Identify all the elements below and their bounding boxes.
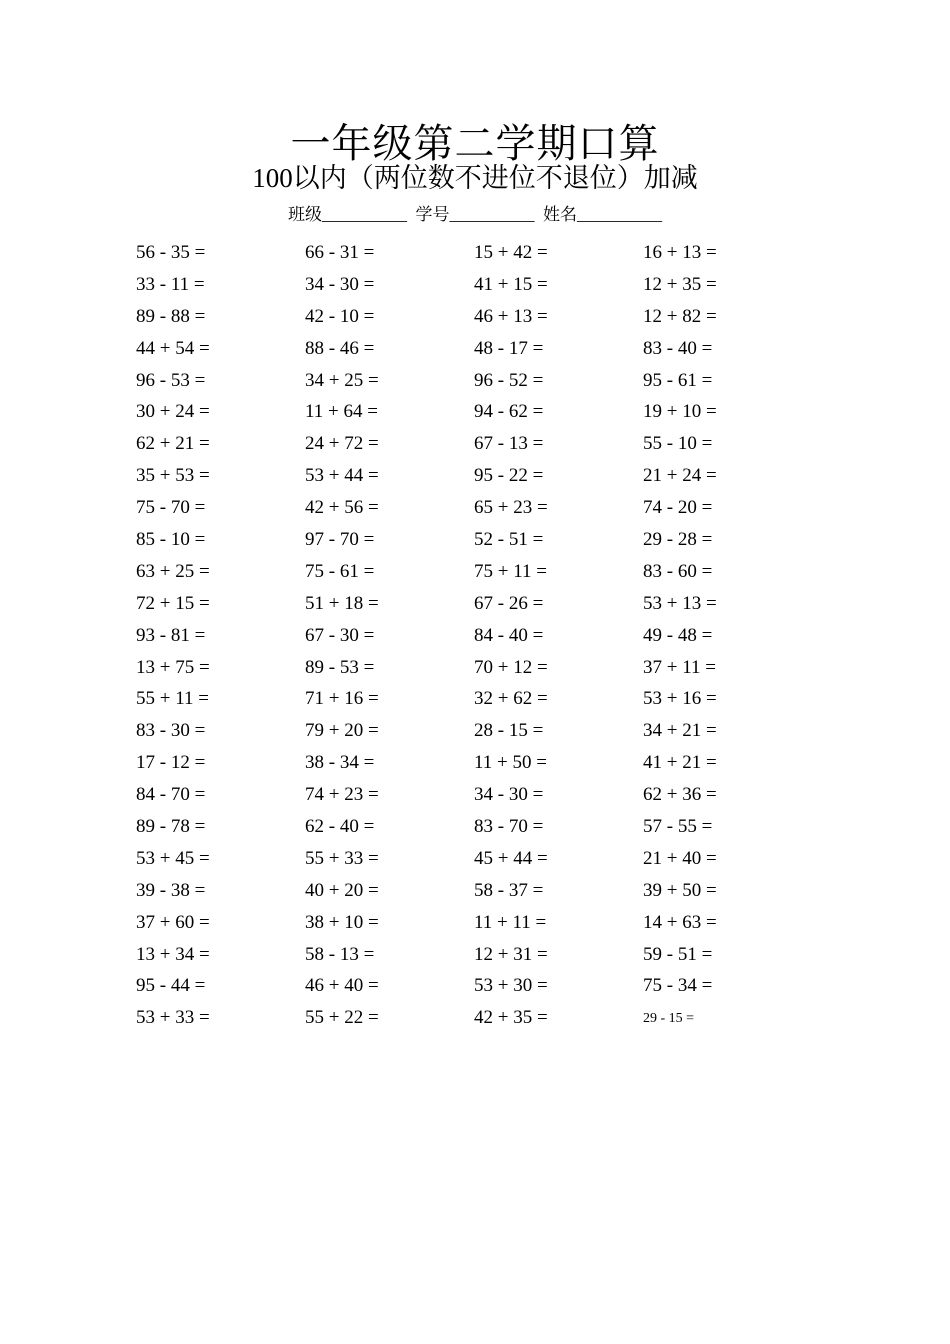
problem-row	[136, 588, 836, 620]
arithmetic-problem: 75 - 70 =	[136, 497, 206, 519]
arithmetic-problem: 12 + 35 =	[643, 273, 717, 295]
problem-grid	[136, 237, 836, 1034]
arithmetic-problem: 74 + 23 =	[305, 784, 379, 806]
problem-row	[136, 333, 836, 365]
arithmetic-problem: 42 + 56 =	[305, 497, 379, 519]
arithmetic-problem: 37 + 11 =	[643, 656, 716, 678]
arithmetic-problem: 28 - 15 =	[474, 720, 544, 742]
arithmetic-problem: 84 - 40 =	[474, 624, 544, 646]
arithmetic-problem: 62 - 40 =	[305, 815, 375, 837]
arithmetic-problem: 53 + 45 =	[136, 847, 210, 869]
arithmetic-problem: 95 - 22 =	[474, 465, 544, 487]
arithmetic-problem: 44 + 54 =	[136, 337, 210, 359]
arithmetic-problem: 89 - 78 =	[136, 815, 206, 837]
arithmetic-problem: 42 - 10 =	[305, 305, 375, 327]
problem-row	[136, 428, 836, 460]
arithmetic-problem: 55 + 22 =	[305, 1007, 379, 1029]
arithmetic-problem: 34 - 30 =	[305, 273, 375, 295]
arithmetic-problem: 35 + 53 =	[136, 465, 210, 487]
arithmetic-problem: 94 - 62 =	[474, 401, 544, 423]
arithmetic-problem: 21 + 24 =	[643, 465, 717, 487]
arithmetic-problem: 12 + 31 =	[474, 943, 548, 965]
arithmetic-problem: 21 + 40 =	[643, 847, 717, 869]
problem-row	[136, 683, 836, 715]
problem-row	[136, 779, 836, 811]
problem-row	[136, 492, 836, 524]
problem-row	[136, 620, 836, 652]
arithmetic-problem: 75 - 61 =	[305, 560, 375, 582]
student-info-line	[0, 203, 950, 227]
arithmetic-problem: 59 - 51 =	[643, 943, 713, 965]
arithmetic-problem: 88 - 46 =	[305, 337, 375, 359]
arithmetic-problem: 58 - 37 =	[474, 879, 544, 901]
arithmetic-problem: 66 - 31 =	[305, 241, 375, 263]
arithmetic-problem: 41 + 21 =	[643, 752, 717, 774]
problem-row	[136, 237, 836, 269]
arithmetic-problem: 19 + 10 =	[643, 401, 717, 423]
arithmetic-problem: 11 + 50 =	[474, 752, 547, 774]
arithmetic-problem: 97 - 70 =	[305, 528, 375, 550]
arithmetic-problem: 93 - 81 =	[136, 624, 206, 646]
arithmetic-problem: 95 - 44 =	[136, 975, 206, 997]
arithmetic-problem: 55 + 33 =	[305, 847, 379, 869]
arithmetic-problem: 30 + 24 =	[136, 401, 210, 423]
arithmetic-problem: 83 - 70 =	[474, 815, 544, 837]
arithmetic-problem: 13 + 75 =	[136, 656, 210, 678]
problem-row	[136, 1002, 836, 1034]
problem-row	[136, 875, 836, 907]
arithmetic-problem: 53 + 44 =	[305, 465, 379, 487]
arithmetic-problem: 74 - 20 =	[643, 497, 713, 519]
arithmetic-problem: 53 + 16 =	[643, 688, 717, 710]
problem-row	[136, 939, 836, 971]
arithmetic-problem: 41 + 15 =	[474, 273, 548, 295]
arithmetic-problem: 96 - 53 =	[136, 369, 206, 391]
student-number-field: 学号__________	[415, 205, 535, 224]
arithmetic-problem: 34 + 25 =	[305, 369, 379, 391]
problem-row	[136, 747, 836, 779]
problem-row	[136, 652, 836, 684]
arithmetic-problem: 29 - 28 =	[643, 528, 713, 550]
arithmetic-problem: 83 - 40 =	[643, 337, 713, 359]
arithmetic-problem: 16 + 13 =	[643, 241, 717, 263]
arithmetic-problem: 63 + 25 =	[136, 560, 210, 582]
arithmetic-problem: 75 - 34 =	[643, 975, 713, 997]
arithmetic-problem: 83 - 60 =	[643, 560, 713, 582]
arithmetic-problem: 89 - 88 =	[136, 305, 206, 327]
arithmetic-problem: 56 - 35 =	[136, 241, 206, 263]
arithmetic-problem: 67 - 13 =	[474, 433, 544, 455]
arithmetic-problem: 71 + 16 =	[305, 688, 379, 710]
arithmetic-problem: 42 + 35 =	[474, 1007, 548, 1029]
arithmetic-problem: 38 + 10 =	[305, 911, 379, 933]
arithmetic-problem: 46 + 40 =	[305, 975, 379, 997]
problem-row	[136, 970, 836, 1002]
problem-row	[136, 396, 836, 428]
arithmetic-problem: 34 + 21 =	[643, 720, 717, 742]
arithmetic-problem: 11 + 11 =	[474, 911, 547, 933]
arithmetic-problem: 34 - 30 =	[474, 784, 544, 806]
arithmetic-problem: 29 - 15 =	[643, 1011, 695, 1027]
arithmetic-problem: 67 - 30 =	[305, 624, 375, 646]
arithmetic-problem: 53 + 30 =	[474, 975, 548, 997]
arithmetic-problem: 75 + 11 =	[474, 560, 547, 582]
problem-row	[136, 715, 836, 747]
problem-row	[136, 524, 836, 556]
arithmetic-problem: 96 - 52 =	[474, 369, 544, 391]
arithmetic-problem: 37 + 60 =	[136, 911, 210, 933]
arithmetic-problem: 79 + 20 =	[305, 720, 379, 742]
page-title: 一年级第二学期口算	[290, 121, 660, 166]
arithmetic-problem: 45 + 44 =	[474, 847, 548, 869]
arithmetic-problem: 62 + 36 =	[643, 784, 717, 806]
problem-row	[136, 811, 836, 843]
arithmetic-problem: 33 - 11 =	[136, 273, 205, 295]
arithmetic-problem: 55 - 10 =	[643, 433, 713, 455]
arithmetic-problem: 40 + 20 =	[305, 879, 379, 901]
arithmetic-problem: 55 + 11 =	[136, 688, 209, 710]
arithmetic-problem: 12 + 82 =	[643, 305, 717, 327]
arithmetic-problem: 58 - 13 =	[305, 943, 375, 965]
arithmetic-problem: 89 - 53 =	[305, 656, 375, 678]
problem-row	[136, 301, 836, 333]
problem-row	[136, 269, 836, 301]
problem-row	[136, 460, 836, 492]
student-name-field: 姓名__________	[543, 205, 662, 224]
class-field: 班级__________	[288, 205, 407, 224]
arithmetic-problem: 52 - 51 =	[474, 528, 544, 550]
arithmetic-problem: 49 - 48 =	[643, 624, 713, 646]
arithmetic-problem: 17 - 12 =	[136, 752, 206, 774]
arithmetic-problem: 38 - 34 =	[305, 752, 375, 774]
arithmetic-problem: 65 + 23 =	[474, 497, 548, 519]
page-subtitle: 100以内（两位数不进位不退位）加减	[252, 163, 698, 193]
arithmetic-problem: 53 + 13 =	[643, 592, 717, 614]
arithmetic-problem: 62 + 21 =	[136, 433, 210, 455]
arithmetic-problem: 72 + 15 =	[136, 592, 210, 614]
problem-row	[136, 365, 836, 397]
arithmetic-problem: 46 + 13 =	[474, 305, 548, 327]
arithmetic-problem: 14 + 63 =	[643, 911, 717, 933]
arithmetic-problem: 70 + 12 =	[474, 656, 548, 678]
arithmetic-problem: 48 - 17 =	[474, 337, 544, 359]
arithmetic-problem: 13 + 34 =	[136, 943, 210, 965]
arithmetic-problem: 32 + 62 =	[474, 688, 548, 710]
arithmetic-problem: 24 + 72 =	[305, 433, 379, 455]
arithmetic-problem: 95 - 61 =	[643, 369, 713, 391]
problem-row	[136, 843, 836, 875]
arithmetic-problem: 51 + 18 =	[305, 592, 379, 614]
arithmetic-problem: 39 - 38 =	[136, 879, 206, 901]
problem-row	[136, 907, 836, 939]
problem-row	[136, 556, 836, 588]
arithmetic-problem: 15 + 42 =	[474, 241, 548, 263]
arithmetic-problem: 57 - 55 =	[643, 815, 713, 837]
arithmetic-problem: 84 - 70 =	[136, 784, 206, 806]
arithmetic-problem: 11 + 64 =	[305, 401, 378, 423]
arithmetic-problem: 39 + 50 =	[643, 879, 717, 901]
arithmetic-problem: 53 + 33 =	[136, 1007, 210, 1029]
arithmetic-problem: 67 - 26 =	[474, 592, 544, 614]
arithmetic-problem: 85 - 10 =	[136, 528, 206, 550]
arithmetic-problem: 83 - 30 =	[136, 720, 206, 742]
